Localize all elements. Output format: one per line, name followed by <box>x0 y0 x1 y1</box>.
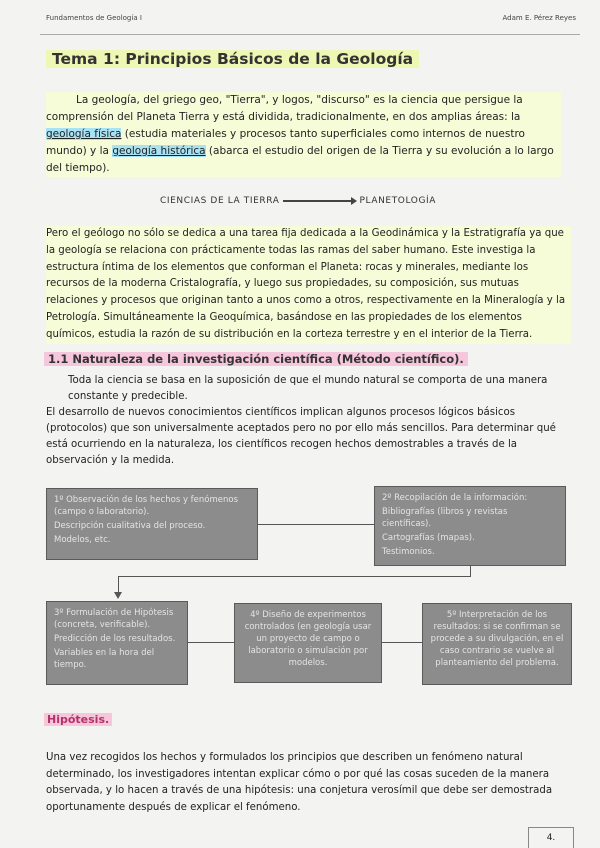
connector-2-back <box>118 576 471 577</box>
page-number: 4. <box>528 827 574 848</box>
step-4-box <box>234 603 382 683</box>
connector-3-4 <box>188 642 234 643</box>
step-2-item: Bibliografías (libros y revistas científicas). <box>382 507 508 529</box>
step-2-item: Cartografías (mapas). <box>382 533 475 543</box>
step-1-title: 1º Observación de los hechos y fenómenos (campo o laboratorio). <box>54 495 239 517</box>
step-3-box <box>46 601 188 685</box>
arrow-right-icon <box>283 200 355 202</box>
step-3-title: 3º Formulación de Hipótesis (concreta, verificable). <box>54 608 174 630</box>
intro-text-1: La geología, del griego geo, "Tierra", y logos, "discurso" es la ciencia que persigue la comprensión del Planeta Tierra y está dividida, tradicionalmente, en dos amplias áreas: la <box>46 94 523 123</box>
step-5-text: 5º Interpretación de los resultados: si se confirman se procede a su divulgación, en el caso contrario se vuelve al planteamiento del problema. <box>430 610 564 668</box>
ciencias-relation <box>160 196 436 206</box>
step-2-title: 2º Recopilación de la información: <box>382 493 528 503</box>
section-heading: 1.1 Naturaleza de la investigación científica (Método científico). <box>44 352 468 366</box>
intro-text-3: (abarca el estudio del origen de la Tierra y su evolución a lo largo del tiempo). <box>46 145 554 174</box>
header-rule <box>40 34 580 35</box>
term-geologia-historica: geología histórica <box>112 145 206 157</box>
intro-text-2: (estudia materiales y procesos tanto superficiales como internos de nuestro mundo) y la <box>46 128 525 157</box>
arrow-down-icon <box>114 592 122 599</box>
header-left: Fundamentos de Geología I <box>46 14 142 22</box>
ciencias-right: PLANETOLOGÍA <box>359 196 437 206</box>
intro-paragraph <box>46 92 561 177</box>
term-geologia-fisica: geología física <box>46 128 122 140</box>
paragraph-3b: El desarrollo de nuevos conocimientos científicos implican algunos procesos lógicos básicos (protocolos) que son universalmente aceptados pero no por ello más sencillos. Para determinar qué está ocurriendo en la naturaleza, los científicos recogen hechos demostrables a través de la observación y la medida. <box>46 407 556 466</box>
step-2-box <box>374 486 566 566</box>
paragraph-3 <box>46 373 571 469</box>
connector-2-down <box>470 566 471 576</box>
step-1-box <box>46 488 258 560</box>
step-2-item: Testimonios. <box>382 547 435 557</box>
paragraph-2: Pero el geólogo no sólo se dedica a una tarea fija dedicada a la Geodinámica y la Estratigrafía ya que la geología se relaciona con prácticamente todas las ramas del saber humano. Este investiga la estructura íntima de los elementos que conforman el Planeta: rocas y minerales, mediante los recursos de la moderna Cristalografía, y luego sus propiedades, su composición, sus mutuas relaciones y procesos que originan tanto a unos como a otros, respectivamente en la Mineralogía y la Petrología. Simultáneamente la Geoquímica, basándose en las propiedades de los elementos químicos, estudia la razón de su distribución en la corteza terrestre y en el interior de la Tierra. <box>46 226 571 344</box>
hipotesis-heading: Hipótesis. <box>44 713 112 726</box>
header-right: Adam E. Pérez Reyes <box>502 14 576 22</box>
step-3-item: Variables en la hora del tiempo. <box>54 648 155 670</box>
paragraph-4: Una vez recogidos los hechos y formulados los principios que describen un fenómeno natural determinado, los investigadores intentan explicar cómo o por qué las cosas suceden de la manera observada, y lo hacen a través de una hipótesis: una conjetura verosímil que debe ser demostrada oportunamente después de explicar el fenómeno. <box>46 752 553 813</box>
paragraph-3a: Toda la ciencia se basa en la suposición de que el mundo natural se comporta de una manera constante y predecible. <box>68 375 548 402</box>
step-4-text: 4º Diseño de experimentos controlados (en geología usar un proyecto de campo o laboratorio o simulación por modelos. <box>244 610 372 668</box>
connector-4-5 <box>382 642 422 643</box>
step-5-box <box>422 603 572 685</box>
ciencias-left: CIENCIAS DE LA TIERRA <box>160 196 280 206</box>
page-title: Tema 1: Principios Básicos de la Geología <box>46 50 419 68</box>
step-1-item: Modelos, etc. <box>54 535 111 545</box>
step-3-item: Predicción de los resultados. <box>54 634 176 644</box>
step-1-item: Descripción cualitativa del proceso. <box>54 521 206 531</box>
connector-1-2 <box>258 524 374 525</box>
